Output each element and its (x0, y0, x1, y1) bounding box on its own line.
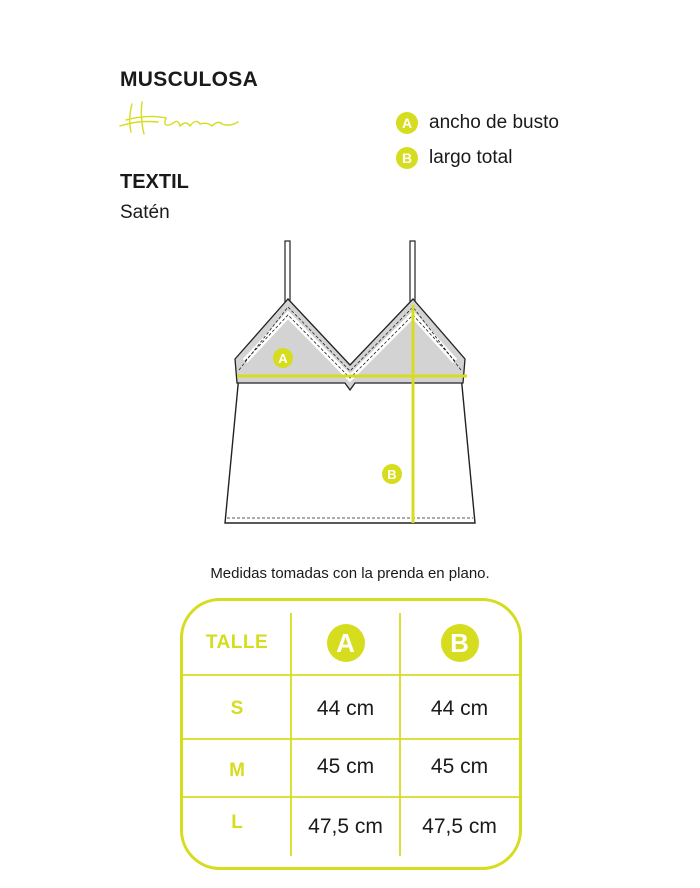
legend-label-b: largo total (429, 147, 513, 168)
row-l-a: 47,5 cm (308, 815, 383, 838)
header-col-b (400, 615, 519, 671)
product-type: MUSCULOSA (120, 68, 259, 91)
row-l-size: L (231, 812, 243, 833)
textil-value: Satén (120, 202, 170, 223)
garment-diagram (215, 235, 485, 540)
row-s-size: S (230, 698, 244, 719)
legend-item-b (396, 147, 512, 169)
diagram-marker-b: B (387, 467, 397, 482)
header-talle: TALLE (205, 632, 269, 653)
diagram-marker-a: A (278, 351, 288, 366)
size-table (180, 598, 522, 870)
row-s-b: 44 cm (430, 697, 489, 720)
measurement-note: Medidas tomadas con la prenda en plano. (210, 565, 490, 582)
legend-marker-a: A (396, 112, 418, 134)
header-marker-b: B (441, 624, 479, 662)
legend-item-a (396, 112, 559, 134)
legend-label-a: ancho de busto (429, 112, 559, 133)
row-m-size: M (229, 760, 245, 781)
brand-signature (118, 96, 243, 141)
textil-label: TEXTIL (120, 171, 189, 193)
row-m-a: 45 cm (316, 755, 375, 778)
legend-marker-b: B (396, 147, 418, 169)
row-l-b: 47,5 cm (422, 815, 497, 838)
header-marker-a: A (327, 624, 365, 662)
row-s-a: 44 cm (316, 697, 375, 720)
header-col-a (291, 615, 400, 671)
row-m-b: 45 cm (430, 755, 489, 778)
